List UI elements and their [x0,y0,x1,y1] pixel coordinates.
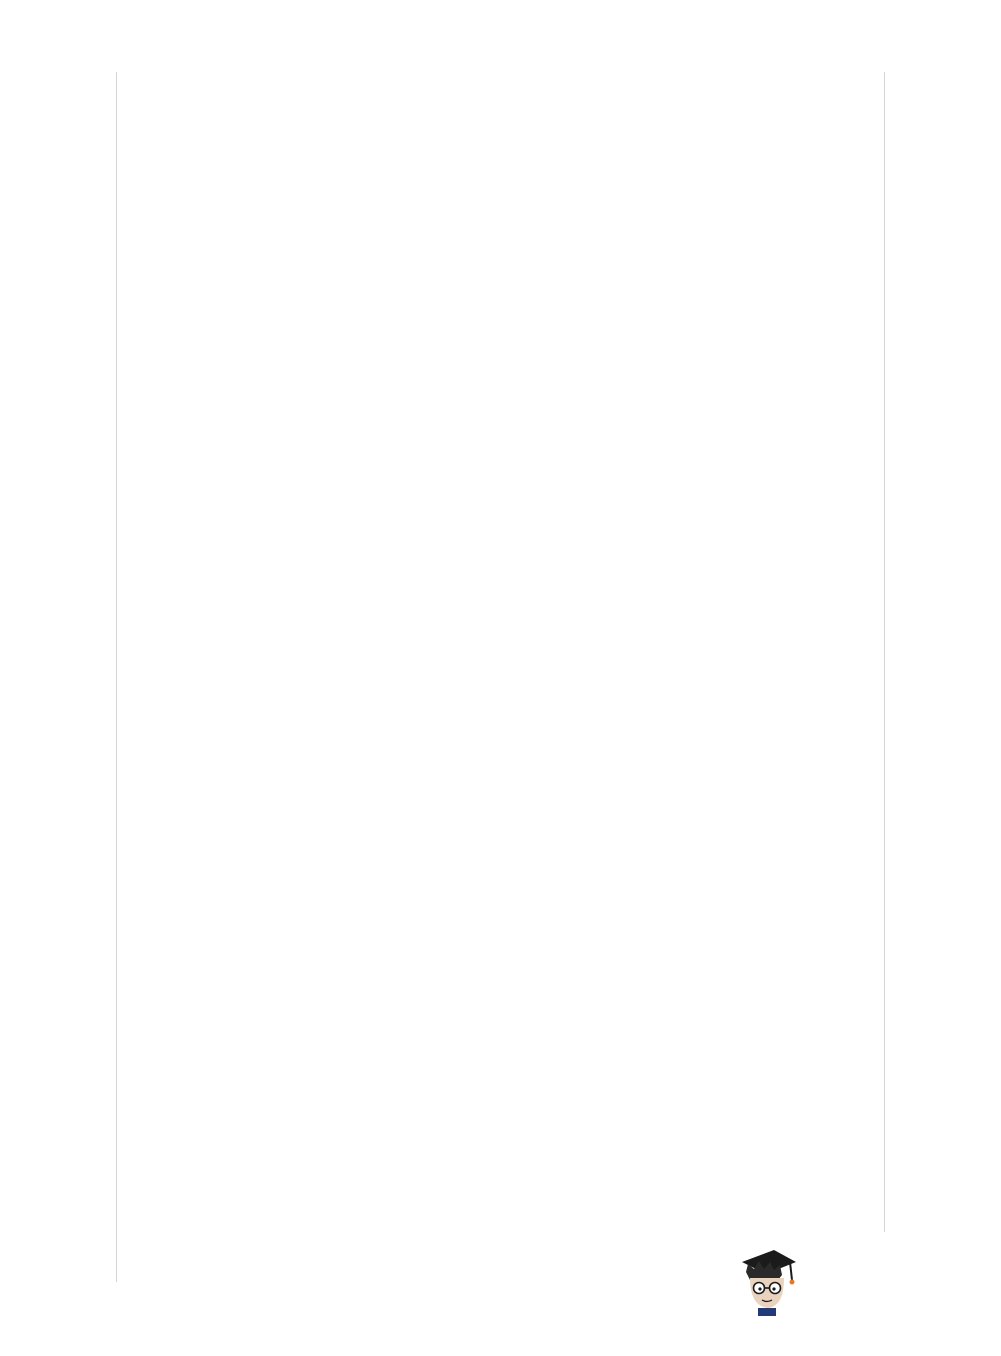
collegedunia-logo [738,1248,970,1320]
left-margin-rule [116,72,117,1282]
mascot-icon [738,1248,800,1320]
right-margin-rule [884,72,885,1232]
